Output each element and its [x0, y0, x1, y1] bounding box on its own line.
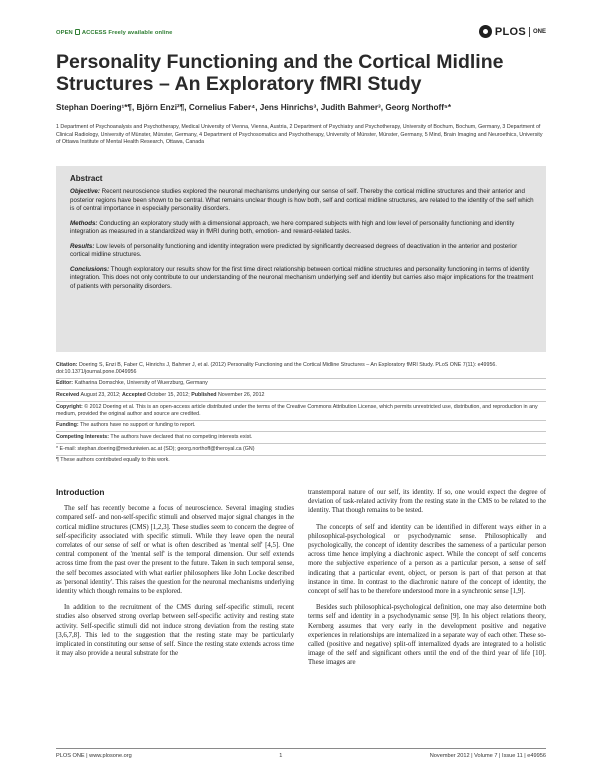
body-paragraph: Besides such philosophical-psychological definition, one may also determine both terms self and identity in a psychodynamic sense [9]. In his object relations theory, Kernberg assumes that very early in the development positive and negative experiences in relationships are internalized in a separate way of each other. These so-called (positive and negative) split-off internalized dyads are integrated to a holistic image of the self and significant others until the end of the third year of life [10]. These images are: [308, 604, 546, 667]
editor-label: Editor:: [56, 380, 74, 387]
article-metadata: [56, 360, 546, 466]
body-paragraph: The self has recently become a focus of neuroscience. Several imaging studies compared self- and non-self-specific stimuli and observed major signal changes in the cortical midline structures (CMS) [1,2,3]. These studies seem to concern the degree of self-specificity associated with specific stimuli. While they leave open the neural correlates of our sense of self or what is often described as 'mental self' [4,5]. One central component of the 'mental self' is the temporal dimension. Our self extends across time from the past over the present to the future. Taken in such temporal sense, the self becomes associated with what earlier philosophers like John Locke described as 'personal identity'. This raises the question for the neuronal mechanisms underlying identity which though remains to be explored.: [56, 505, 294, 596]
plos-logo-sub: ONE: [532, 28, 546, 35]
plos-one-logo: [479, 25, 546, 38]
received-label: Received: [56, 391, 80, 398]
page-number: 1: [279, 753, 283, 759]
methods-label: Methods:: [70, 219, 98, 227]
citation-label: Citation:: [56, 361, 78, 368]
accepted-label: Accepted: [121, 391, 146, 398]
competing-text: The authors have declared that no competing interests exist.: [108, 433, 253, 440]
results-text: Low levels of personality functioning and identity integration were predicted by significantly decreased degrees of deactivation in the anterior and posterior cortical midline structures.: [70, 242, 518, 258]
abstract-results: [70, 243, 536, 260]
published-label: Published: [191, 391, 217, 398]
logo-divider: [529, 27, 530, 37]
accepted-date: October 15, 2012;: [145, 391, 192, 398]
body-paragraph: The concepts of self and identity can be identified in different ways either in a philosophical-psychological or psychodynamic sense. Philosophically and psychologically, the concept of identity describes the sameness of a particular person across time hence implying a diachronic aspect. While the concept of self concerns more the subjective experience of a person as a particular person, a sense of self indicating that a particular event, object, or person is part of that person at that instance in time. In contrast to the diachronic nature of the concept of identity, the concept of self has to be therefore understood more in a synchronic sense [1,9].: [308, 523, 546, 596]
copyright: [56, 401, 546, 420]
objective-text: Recent neuroscience studies explored the neuronal mechanisms underlying our sense of self. Thereby the cortical midline structures and their anterior and posterior regions have been shown to be central. What remains unclear though is how both, self and cortical midline structures, are related to the identity of the self which is of central importance in especially personality disorders.: [70, 188, 534, 212]
conclusions-label: Conclusions:: [70, 265, 110, 273]
body-paragraph: In addition to the recruitment of the CMS during self-specific stimuli, recent studies also observed strong overlap between self-specific activity and resting state activity. Self-specific stimuli did not induce strong deviation from the resting state [3,6,7,8]. This led to the suggestion that the resting state may be particularly implicated in constituting our sense of self. Since the resting state extends across time it may also provide a neural substrate for the: [56, 604, 294, 658]
competing-interests: [56, 431, 546, 443]
freely-available-label: Freely available online: [108, 30, 173, 36]
funding: [56, 420, 546, 432]
email-contact[interactable]: * E-mail: stephan.doering@meduniwien.ac.at (SD); georg.northoff@theroyal.ca (GN): [56, 443, 546, 455]
article-title: Personality Functioning and the Cortical Midline Structures – An Exploratory fMRI Study: [56, 51, 504, 95]
access-label: ACCESS: [81, 30, 107, 36]
plos-logo-icon: [479, 25, 492, 38]
objective-label: Objective:: [70, 188, 100, 195]
abstract-conclusions: [70, 266, 536, 292]
dates: [56, 389, 546, 401]
author-list: Stephan Doering¹*¶, Björn Enzi²¶, Cornelius Faber⁴, Jens Hinrichs³, Judith Bahmer³, Georg Northoff⁵*: [56, 103, 452, 112]
editor-text: Katharina Domschke, University of Wuerzburg, Germany: [73, 380, 208, 387]
journal-header: [56, 25, 546, 45]
abstract-objective: [70, 188, 536, 214]
open-label: OPEN: [56, 30, 73, 36]
abstract-box: [56, 166, 546, 352]
abstract-methods: [70, 220, 536, 237]
received-date: August 23, 2012;: [79, 391, 122, 398]
conclusions-text: Though exploratory our results show for the first time direct relationship between cortical midline structures and personality functioning in terms of identity integration. This does not only contribute to our understanding of the neuronal mechanism underlying self and identity but carries also major implications for the treatment of patients with personality disorders.: [70, 265, 534, 290]
results-label: Results:: [70, 242, 95, 250]
open-access-lock-icon: [75, 29, 80, 35]
body-column-right: [308, 488, 546, 668]
body-paragraph: transtemporal nature of our self, its identity. If so, one would expect the degree of deviation of task-related activity from the resting state in the CMS to be related to the identity. That though remains to be tested.: [308, 489, 546, 515]
footer-journal[interactable]: PLOS ONE | www.plosone.org: [56, 753, 132, 759]
copyright-label: Copyright:: [56, 403, 83, 410]
published-date: November 26, 2012: [216, 391, 265, 398]
introduction-heading: Introduction: [56, 487, 105, 497]
page-footer: [56, 748, 546, 759]
funding-label: Funding:: [56, 422, 79, 429]
citation-text[interactable]: Doering S, Enzi B, Faber C, Hinrichs J, Bahmer J, et al. (2012) Personality Functioning and the Cortical Midline Structures – An Exploratory fMRI Study. PLoS ONE 7(11): e49956. doi:10.1371/journal.pone.0049956: [56, 361, 497, 375]
funding-text: The authors have no support or funding to report.: [78, 422, 196, 429]
editor: [56, 378, 546, 390]
affiliations: 1 Department of Psychoanalysis and Psychotherapy, Medical University of Vienna, Vienna, Austria, 2 Department of Psychiatry and Psychotherapy, University of Bochum, Bochum, Germany, 3 Department of Clinical Radiology, University of Münster, Münster, Germany, 4 Department of Psychosomatics and Psychotherapy, University of Münster, Münster, Germany, 5 Mind, Brain Imaging and Neuroethics, University of Ottawa Institute of Mental Health Research, Ottawa, Canada: [56, 124, 543, 146]
methods-text: Conducting an exploratory study with a dimensional approach, we here compared subjects with high and low level of personality functioning and identity integration as measured in a standardized way in fMRI during both, emotion- and reward-related tasks.: [70, 219, 515, 235]
open-access-banner: [56, 29, 173, 36]
citation: [56, 360, 546, 378]
copyright-text: © 2012 Doering et al. This is an open-access article distributed under the terms of the Creative Commons Attribution License, which permits unrestricted use, distribution, and reproduction in any medium, provided the original author and source are credited.: [56, 403, 538, 417]
footer-issue: November 2012 | Volume 7 | Issue 11 | e49956: [429, 753, 546, 759]
abstract-heading: Abstract: [70, 174, 103, 183]
equal-contribution-note: ¶ These authors contributed equally to this work.: [56, 455, 546, 467]
body-column-left: [56, 488, 294, 658]
plos-logo-text: PLOS: [494, 25, 526, 38]
competing-label: Competing Interests:: [56, 433, 109, 440]
